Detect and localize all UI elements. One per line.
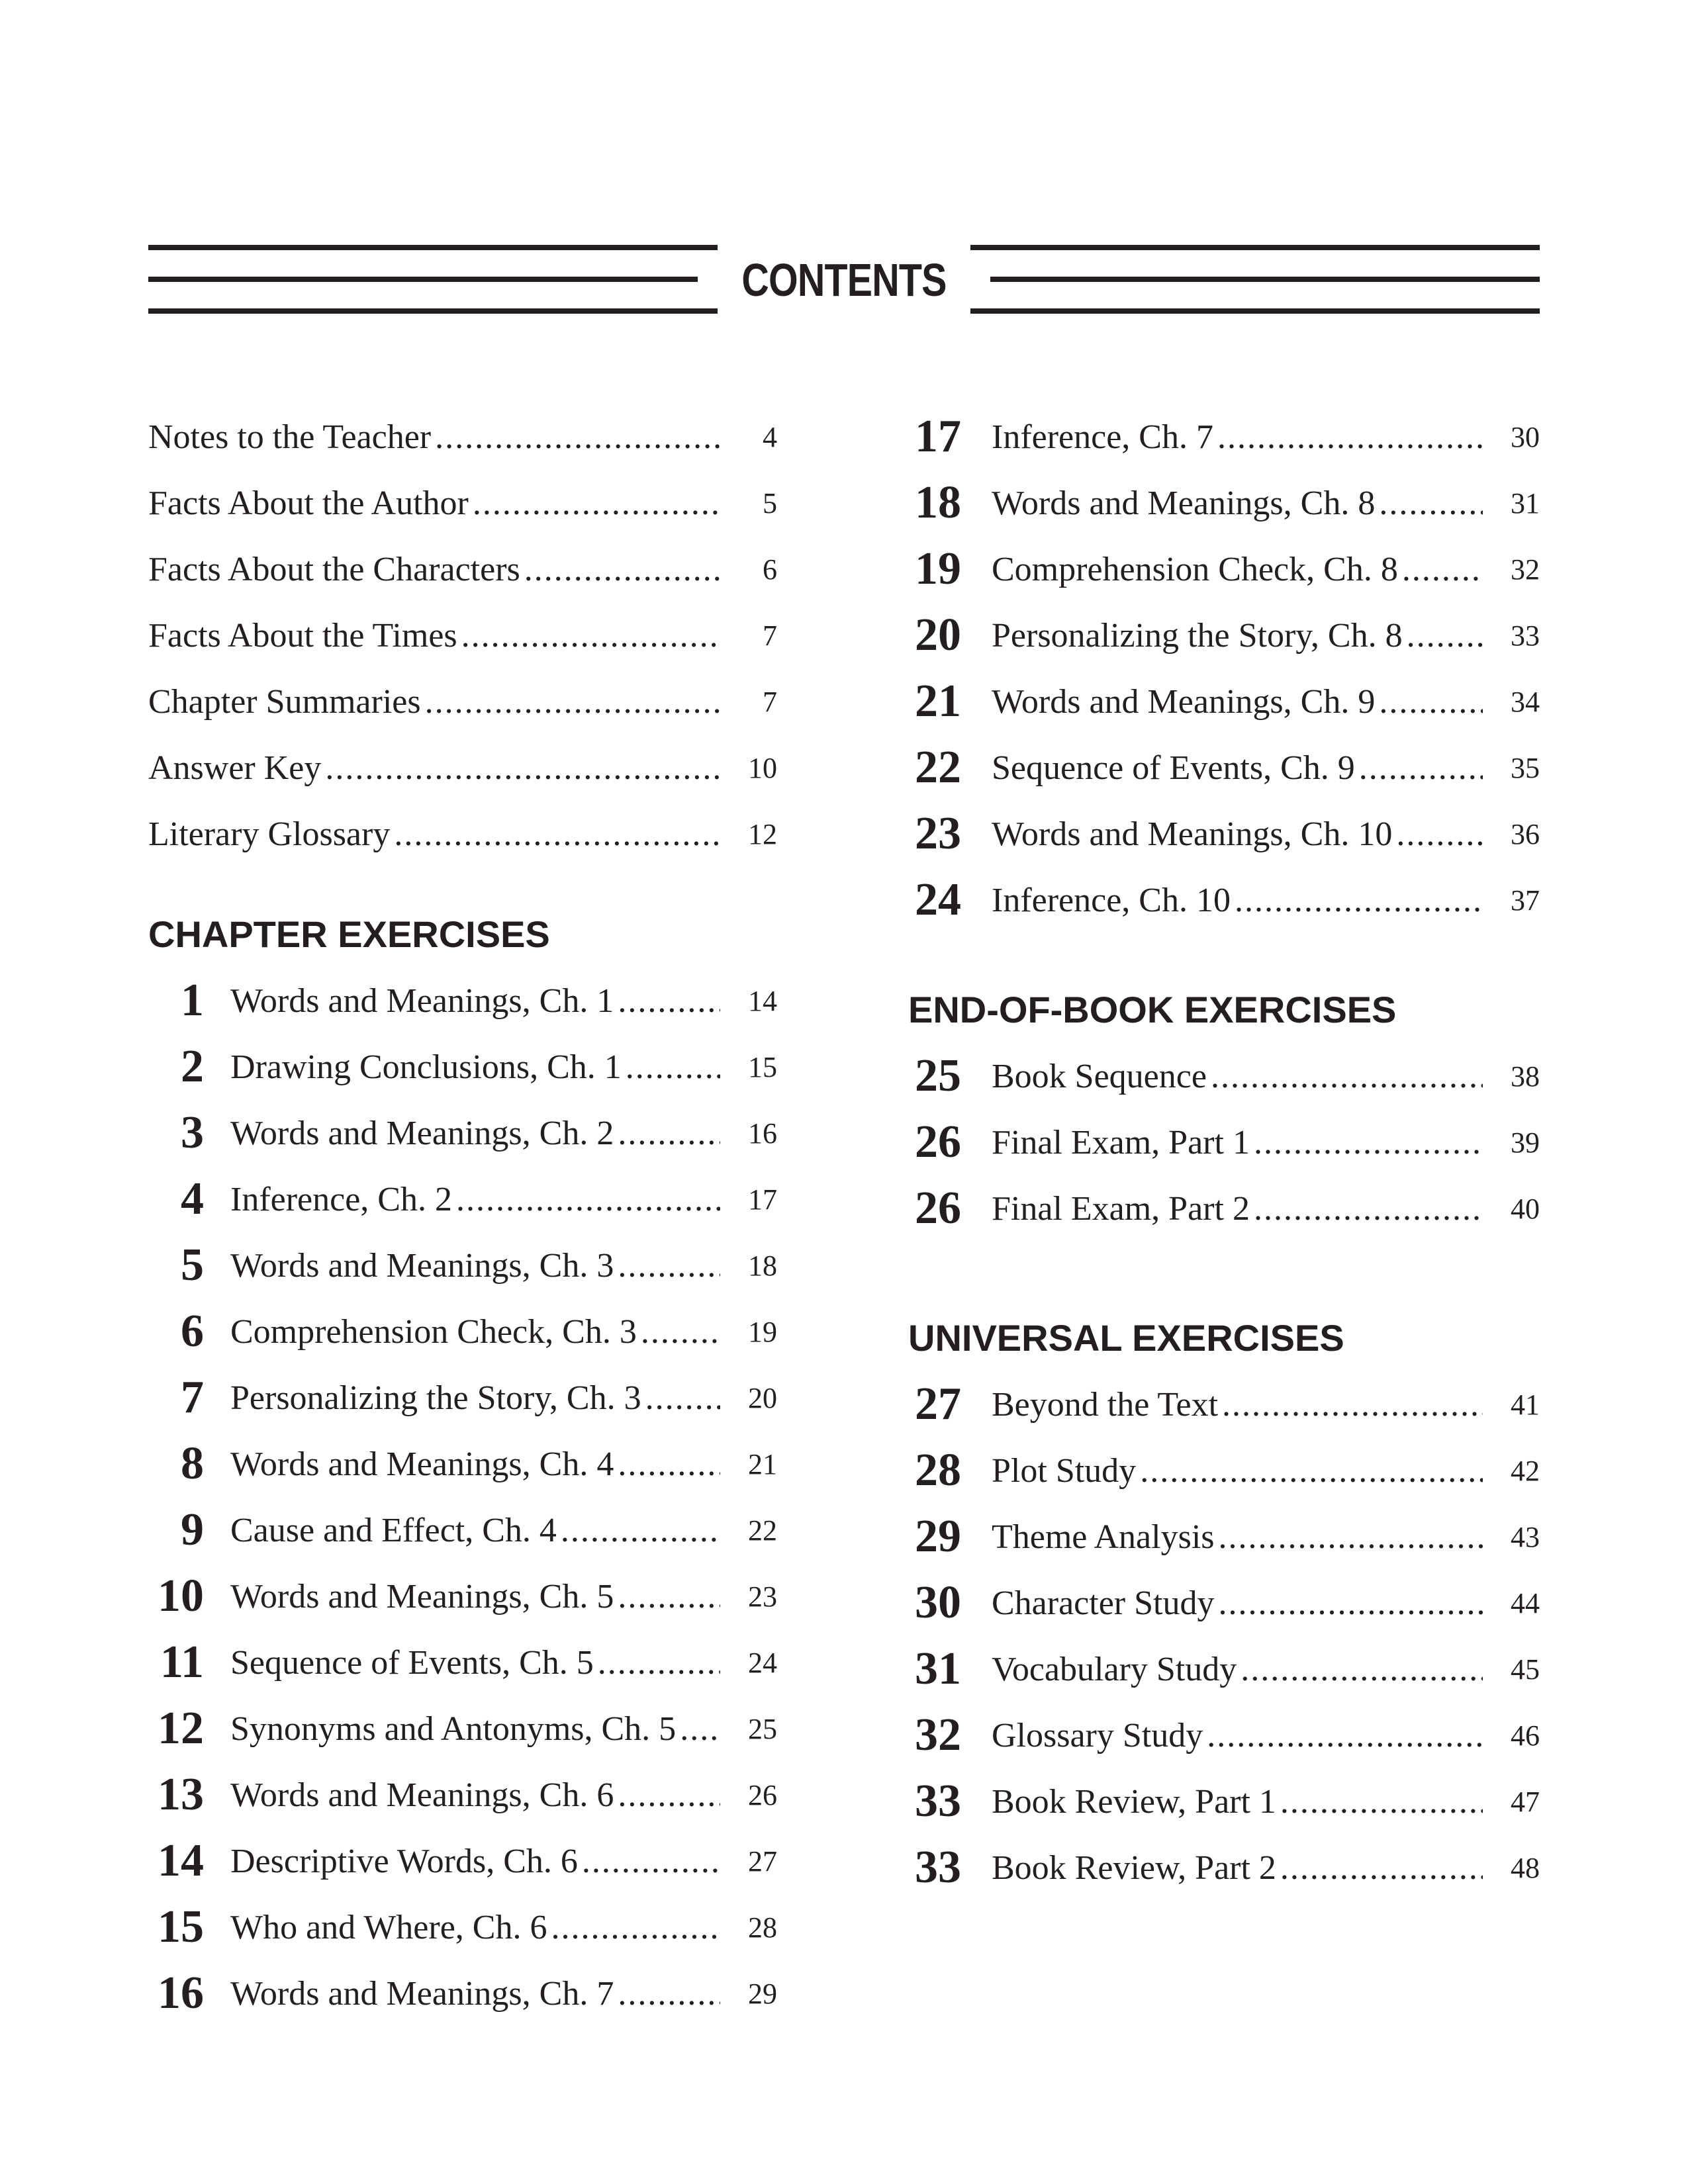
dot-leader [1222,1385,1483,1424]
exercise-page: 19 [748,1315,777,1348]
exercise-number: 19 [915,543,961,594]
exercise-entry[interactable] [908,1175,1540,1242]
exercise-title: Personalizing the Story, Ch. 3 [230,1379,641,1417]
dot-leader [582,1842,720,1881]
toc-entry-page: 7 [763,685,777,718]
exercise-entry[interactable] [148,1365,777,1431]
dot-leader [1379,484,1483,523]
exercise-title: Words and Meanings, Ch. 9 [992,682,1376,721]
dot-leader [1407,616,1483,655]
header-rule-left-top [148,245,718,250]
dot-leader [645,1379,720,1418]
toc-entry[interactable] [148,668,777,735]
exercise-page: 15 [748,1050,777,1083]
exercise-entry[interactable] [908,1043,1540,1109]
header-rule-right-bottom [970,308,1540,314]
dot-leader [325,749,720,788]
toc-entry[interactable] [148,602,777,668]
exercise-entry[interactable] [148,1298,777,1365]
exercise-page: 27 [748,1844,777,1878]
dot-leader [1280,1782,1483,1821]
exercise-page: 26 [748,1778,777,1811]
exercise-number: 33 [915,1842,961,1893]
exercise-page: 20 [748,1381,777,1414]
exercise-page: 28 [748,1911,777,1944]
dot-leader [598,1643,720,1682]
exercise-title: Final Exam, Part 2 [992,1189,1250,1228]
exercise-title: Inference, Ch. 7 [992,418,1213,456]
exercise-number: 3 [181,1107,204,1158]
exercise-title: Inference, Ch. 2 [230,1180,452,1218]
exercise-entry[interactable] [148,1100,777,1166]
exercise-entry[interactable] [148,1166,777,1232]
exercise-page: 34 [1511,685,1540,718]
exercise-page: 32 [1511,553,1540,586]
exercise-title: Descriptive Words, Ch. 6 [230,1842,578,1880]
exercise-page: 43 [1511,1520,1540,1553]
exercise-page: 45 [1511,1653,1540,1686]
exercise-entry[interactable] [148,1563,777,1629]
exercise-title: Words and Meanings, Ch. 3 [230,1246,614,1285]
toc-entry[interactable] [148,735,777,801]
front-matter-list [148,404,777,867]
exercise-number: 7 [181,1372,204,1423]
dot-leader [1140,1451,1483,1490]
exercise-entry[interactable] [908,1570,1540,1636]
exercise-title: Words and Meanings, Ch. 6 [230,1776,614,1814]
dot-leader [1359,749,1483,788]
exercise-page: 39 [1511,1126,1540,1159]
exercise-entry[interactable] [148,1762,777,1828]
exercise-entry[interactable] [908,1636,1540,1702]
exercise-title: Final Exam, Part 1 [992,1123,1250,1161]
exercise-title: Plot Study [992,1451,1137,1490]
exercise-page: 47 [1511,1785,1540,1818]
dot-leader [618,1114,720,1153]
exercise-title: Theme Analysis [992,1518,1215,1556]
exercise-entry[interactable] [148,1629,777,1696]
dot-leader [618,981,720,1021]
toc-entry-page: 7 [763,619,777,652]
exercise-page: 30 [1511,420,1540,453]
exercise-title: Words and Meanings, Ch. 5 [230,1577,614,1615]
exercise-title: Vocabulary Study [992,1650,1237,1688]
exercise-entry[interactable] [148,1034,777,1100]
exercise-number: 23 [915,808,961,859]
exercise-number: 11 [160,1637,204,1688]
exercise-page: 31 [1511,486,1540,520]
universal-exercises-list [908,1371,1540,1901]
exercise-title: Book Sequence [992,1057,1207,1095]
toc-entry-page: 4 [763,420,777,453]
header-rule-right-middle [990,277,1540,282]
exercise-entry[interactable] [148,1497,777,1563]
exercise-page: 17 [748,1183,777,1216]
toc-entry-page: 5 [763,486,777,520]
exercise-number: 8 [181,1438,204,1489]
end-of-book-exercises-list [908,1043,1540,1242]
exercise-title: Book Review, Part 1 [992,1782,1276,1821]
exercise-entry[interactable] [908,470,1540,536]
dot-leader [1241,1650,1483,1689]
exercise-title: Sequence of Events, Ch. 5 [230,1643,594,1682]
exercise-page: 33 [1511,619,1540,652]
exercise-page: 14 [748,984,777,1017]
exercise-page: 21 [748,1447,777,1480]
exercise-number: 33 [915,1776,961,1827]
exercise-entry[interactable] [908,1768,1540,1835]
dot-leader [626,1048,720,1087]
exercise-page: 36 [1511,817,1540,850]
exercise-page: 16 [748,1116,777,1150]
page-title: CONTENTS [741,254,947,306]
exercise-title: Words and Meanings, Ch. 1 [230,981,614,1020]
exercise-number: 22 [915,742,961,793]
dot-leader [1219,1518,1483,1557]
dot-leader [1211,1057,1483,1096]
exercise-entry[interactable] [148,1232,777,1298]
toc-entry-page: 6 [763,553,777,586]
exercise-title: Inference, Ch. 10 [992,881,1231,919]
exercise-entry[interactable] [908,1504,1540,1570]
header-rule-left-middle [148,277,698,282]
exercise-title: Sequence of Events, Ch. 9 [992,749,1355,787]
dot-leader [1254,1123,1483,1162]
dot-leader [680,1709,720,1749]
dot-leader [618,1577,720,1616]
exercise-entry[interactable] [908,1371,1540,1437]
exercise-title: Personalizing the Story, Ch. 8 [992,616,1403,655]
exercise-entry[interactable] [148,1696,777,1762]
contents-right-column [908,404,1540,1901]
dot-leader [618,1246,720,1285]
exercise-title: Comprehension Check, Ch. 3 [230,1312,637,1351]
exercise-title: Glossary Study [992,1716,1203,1754]
exercise-number: 13 [158,1769,204,1820]
dot-leader [618,1974,720,2013]
exercise-number: 9 [181,1504,204,1555]
exercise-page: 38 [1511,1060,1540,1093]
exercise-number: 4 [181,1173,204,1224]
exercise-entry[interactable] [908,867,1540,933]
exercise-entry[interactable] [908,1702,1540,1768]
exercise-title: Book Review, Part 2 [992,1848,1276,1887]
dot-leader [561,1511,720,1550]
header-rule-left-bottom [148,308,718,314]
exercise-number: 21 [915,676,961,727]
toc-entry-title: Answer Key [148,749,322,787]
toc-entry-page: 10 [748,751,777,784]
toc-entry-title: Facts About the Author [148,484,469,522]
exercise-page: 37 [1511,884,1540,917]
exercise-title: Synonyms and Antonyms, Ch. 5 [230,1709,677,1748]
exercise-entry[interactable] [148,1894,777,1960]
dot-leader [425,682,720,721]
exercise-number: 26 [915,1183,961,1234]
dot-leader [456,1180,720,1219]
section-heading-chapter-exercises: CHAPTER EXERCISES [148,913,550,955]
exercise-page: 35 [1511,751,1540,784]
exercise-number: 27 [915,1379,961,1430]
exercise-title: Words and Meanings, Ch. 8 [992,484,1376,522]
exercise-page: 46 [1511,1719,1540,1752]
exercise-entry[interactable] [908,801,1540,867]
exercise-title: Character Study [992,1584,1215,1622]
exercise-title: Who and Where, Ch. 6 [230,1908,547,1946]
exercise-title: Words and Meanings, Ch. 2 [230,1114,614,1152]
exercise-title: Words and Meanings, Ch. 7 [230,1974,614,2013]
toc-entry-title: Facts About the Times [148,616,457,655]
exercise-number: 28 [915,1445,961,1496]
dot-leader [1280,1848,1483,1888]
exercise-number: 18 [915,477,961,528]
exercise-page: 40 [1511,1192,1540,1225]
exercise-title: Cause and Effect, Ch. 4 [230,1511,557,1549]
dot-leader [551,1908,720,1947]
toc-entry[interactable] [148,470,777,536]
exercise-title: Words and Meanings, Ch. 4 [230,1445,614,1483]
dot-leader [1396,815,1483,854]
exercise-number: 32 [915,1709,961,1760]
exercise-number: 30 [915,1577,961,1628]
exercise-entry[interactable] [148,1431,777,1497]
exercise-number: 10 [158,1570,204,1621]
exercise-page: 18 [748,1249,777,1282]
dot-leader [1235,881,1483,920]
exercise-page: 25 [748,1712,777,1745]
header-rule-right-top [970,245,1540,250]
exercise-page: 29 [748,1977,777,2010]
toc-entry-title: Facts About the Characters [148,550,520,588]
exercise-number: 2 [181,1041,204,1092]
exercise-page: 24 [748,1646,777,1679]
exercise-number: 16 [158,1968,204,2019]
exercise-number: 31 [915,1643,961,1694]
exercise-page: 42 [1511,1454,1540,1487]
exercise-number: 12 [158,1703,204,1754]
dot-leader [618,1776,720,1815]
contents-header [148,242,1540,316]
section-heading-universal-exercises: UNIVERSAL EXERCISES [908,1317,1344,1359]
exercise-number: 29 [915,1511,961,1562]
toc-entry-title: Chapter Summaries [148,682,421,721]
dot-leader [461,616,720,655]
toc-entry-title: Literary Glossary [148,815,391,853]
exercise-entry[interactable] [148,1828,777,1894]
dot-leader [1379,682,1483,721]
exercise-title: Words and Meanings, Ch. 10 [992,815,1393,853]
toc-entry-title: Notes to the Teacher [148,418,432,456]
dot-leader [435,418,720,457]
exercise-entry[interactable] [148,968,777,1034]
toc-entry[interactable] [148,404,777,470]
chapter-exercises-list [148,968,777,2026]
exercise-page: 44 [1511,1586,1540,1619]
exercise-entry[interactable] [908,1437,1540,1504]
dot-leader [1218,1584,1483,1623]
exercise-entry[interactable] [148,1960,777,2026]
exercise-title: Beyond the Text [992,1385,1219,1424]
exercise-page: 22 [748,1514,777,1547]
dot-leader [1207,1716,1483,1755]
exercise-entry[interactable] [908,536,1540,602]
exercise-title: Drawing Conclusions, Ch. 1 [230,1048,622,1086]
toc-entry[interactable] [148,801,777,867]
dot-leader [394,815,720,854]
exercise-entry[interactable] [908,602,1540,668]
chapter-exercises-list-continued [908,404,1540,933]
dot-leader [641,1312,720,1351]
dot-leader [618,1445,720,1484]
exercise-entry[interactable] [908,404,1540,470]
exercise-number: 1 [181,975,204,1026]
dot-leader [524,550,720,589]
exercise-entry[interactable] [908,668,1540,735]
exercise-page: 41 [1511,1388,1540,1421]
exercise-number: 20 [915,610,961,660]
exercise-entry[interactable] [908,1835,1540,1901]
exercise-number: 25 [915,1050,961,1101]
dot-leader [473,484,720,523]
exercise-number: 26 [915,1116,961,1167]
exercise-entry[interactable] [908,735,1540,801]
exercise-entry[interactable] [908,1109,1540,1175]
exercise-page: 23 [748,1580,777,1613]
dot-leader [1402,550,1483,589]
contents-left-column [148,404,777,2026]
dot-leader [1254,1189,1483,1228]
dot-leader [1217,418,1483,457]
exercise-page: 48 [1511,1851,1540,1884]
exercise-number: 15 [158,1901,204,1952]
exercise-number: 14 [158,1835,204,1886]
exercise-number: 17 [915,411,961,462]
exercise-title: Comprehension Check, Ch. 8 [992,550,1398,588]
section-heading-end-of-book-exercises: END-OF-BOOK EXERCISES [908,989,1397,1030]
exercise-number: 5 [181,1240,204,1291]
toc-entry-page: 12 [748,817,777,850]
toc-entry[interactable] [148,536,777,602]
exercise-number: 6 [181,1306,204,1357]
exercise-number: 24 [915,874,961,925]
